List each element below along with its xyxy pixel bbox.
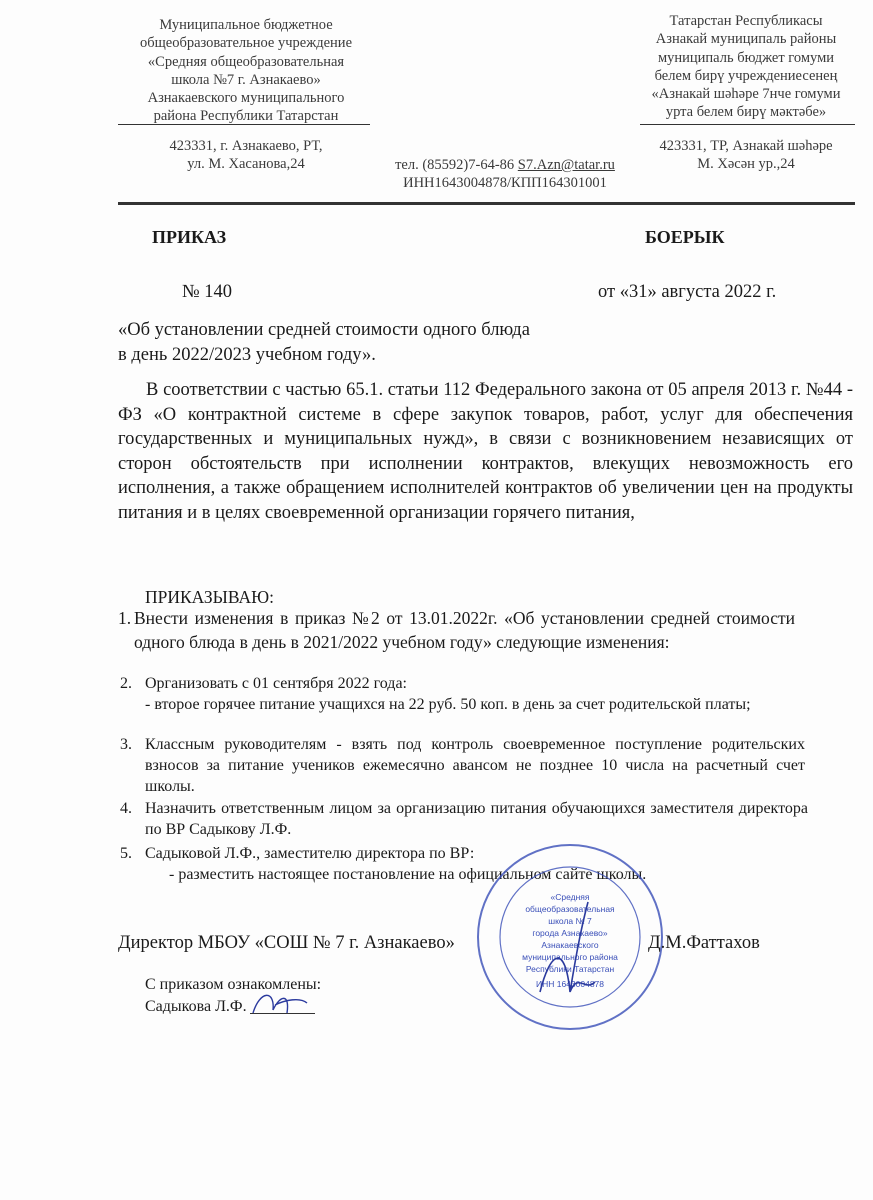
stamp-line: общеобразовательная xyxy=(525,904,615,914)
ack-name: Садыкова Л.Ф. xyxy=(145,998,247,1015)
title-line: в день 2022/2023 учебном году». xyxy=(118,344,376,365)
doc-date: от «31» августа 2022 г. xyxy=(598,282,777,302)
signature-name: Д.М.Фаттахов xyxy=(648,933,760,953)
order-item-3 xyxy=(120,735,805,797)
address-ru xyxy=(115,137,377,174)
item-text: Внести изменения в приказ №2 от 13.01.2022г. «Об установлении средней стоимости одного блюда в день в 2021/2022 учебном году» следующие изменения: xyxy=(134,608,795,652)
email-link[interactable]: S7.Azn@tatar.ru xyxy=(517,157,615,173)
stamp-line: школа № 7 xyxy=(548,916,592,926)
org-line: «Средняя общеобразовательная xyxy=(147,53,345,70)
org-line: Татарстан Республикасы xyxy=(669,13,823,29)
org-line: Муниципальное бюджетное xyxy=(159,17,333,33)
org-line: «Азнакай шәһәре 7нче гомуми xyxy=(651,86,841,103)
stamp-line: ИНН 1643004878 xyxy=(535,979,605,989)
address-line: ул. М. Хасанова,24 xyxy=(187,156,305,173)
inn: ИНН1643004878/КПП164301001 xyxy=(403,175,607,192)
stamp-line: «Средняя xyxy=(550,892,590,902)
stamp-line: города Азнакаево» xyxy=(532,928,608,938)
official-stamp xyxy=(470,842,670,1032)
doc-title xyxy=(118,318,530,367)
item-text: Организовать с 01 сентября 2022 года: xyxy=(145,675,407,692)
address-tt xyxy=(630,137,862,174)
item-number: 1. xyxy=(118,608,132,628)
address-line: М. Хәсән ур.,24 xyxy=(697,156,795,173)
org-name-ru xyxy=(115,16,377,126)
ack-signature xyxy=(245,985,315,1020)
address-line: 423331, ТР, Азнакай шәһәре xyxy=(659,138,833,154)
org-line: белем бирү учреждениесенең xyxy=(654,67,838,84)
doc-number: № 140 xyxy=(182,282,233,302)
signature-title: Директор МБОУ «СОШ № 7 г. Азнакаево» xyxy=(118,933,455,953)
header-rule xyxy=(118,202,855,205)
org-line: общеобразовательное учреждение xyxy=(139,35,353,52)
phone: тел. (85592)7-64-86 xyxy=(395,157,518,173)
org-line: муниципаль бюджет гомуми xyxy=(657,49,835,66)
order-item-4 xyxy=(120,799,808,841)
org-line: школа №7 г. Азнакаево» xyxy=(171,71,321,88)
ack-label: С приказом ознакомлены: xyxy=(145,976,322,993)
item-number: 2. xyxy=(120,675,132,692)
preamble: В соответствии с частью 65.1. статьи 112 Федерального закона от 05 апреля 2013 г. №44 - ФЗ «О контрактной системе в сфере закупок товаров, работ, услуг для обеспечения государственных и муниципальных нужд», в связи с возникновением независящих от сторон обстоятельств при исполнении контрактов, влекущих невозможность его исполнения, а также обращением исполнителей контрактов об увеличении цен на продукты питания и в целях своевременной организации горячего питания, xyxy=(118,380,853,523)
title-line: «Об установлении средней стоимости одного блюда xyxy=(118,320,530,340)
org-line: Азнакай муниципаль районы xyxy=(655,31,837,48)
stamp-line: муниципального района xyxy=(522,952,618,962)
order-word: ПРИКАЗЫВАЮ: xyxy=(145,587,274,607)
stamp-line: Республики Татарстан xyxy=(525,964,615,974)
org-line: района Республики Татарстан xyxy=(153,108,339,125)
org-line: урта белем бирү мәктәбе» xyxy=(665,104,827,121)
org-line: Азнакаевского муниципального xyxy=(147,90,345,107)
stamp-line: Азнакаевского xyxy=(541,940,599,950)
item-number: 5. xyxy=(120,845,132,862)
item-subtext: - разместить настоящее постановление на официальном сайте школы. xyxy=(169,865,647,883)
item-text: Назначить ответственным лицом за организацию питания обучающихся заместителя директора по ВР Садыкову Л.Ф. xyxy=(145,800,808,838)
doc-type-tt: БОЕРЫК xyxy=(645,227,725,247)
item-subtext: - второе горячее питание учащихся на 22 руб. 50 коп. в день за счет родительской платы; xyxy=(145,695,751,713)
item-text: Классным руководителям - взять под контроль своевременное поступление родительских взносов за питание учеников ежемесячно авансом не позднее 10 числа на расчетный счет школы. xyxy=(145,736,805,795)
order-item-1 xyxy=(118,607,795,654)
doc-type-ru: ПРИКАЗ xyxy=(152,227,227,247)
divider xyxy=(118,124,370,125)
item-text: Садыковой Л.Ф., заместителю директора по ВР: xyxy=(145,845,475,862)
address-line: 423331, г. Азнакаево, РТ, xyxy=(169,138,323,154)
contacts xyxy=(370,156,640,193)
divider xyxy=(640,124,855,125)
order-item-2 xyxy=(120,674,845,716)
org-name-tt xyxy=(630,12,862,122)
item-number: 4. xyxy=(120,800,132,817)
item-number: 3. xyxy=(120,736,132,753)
